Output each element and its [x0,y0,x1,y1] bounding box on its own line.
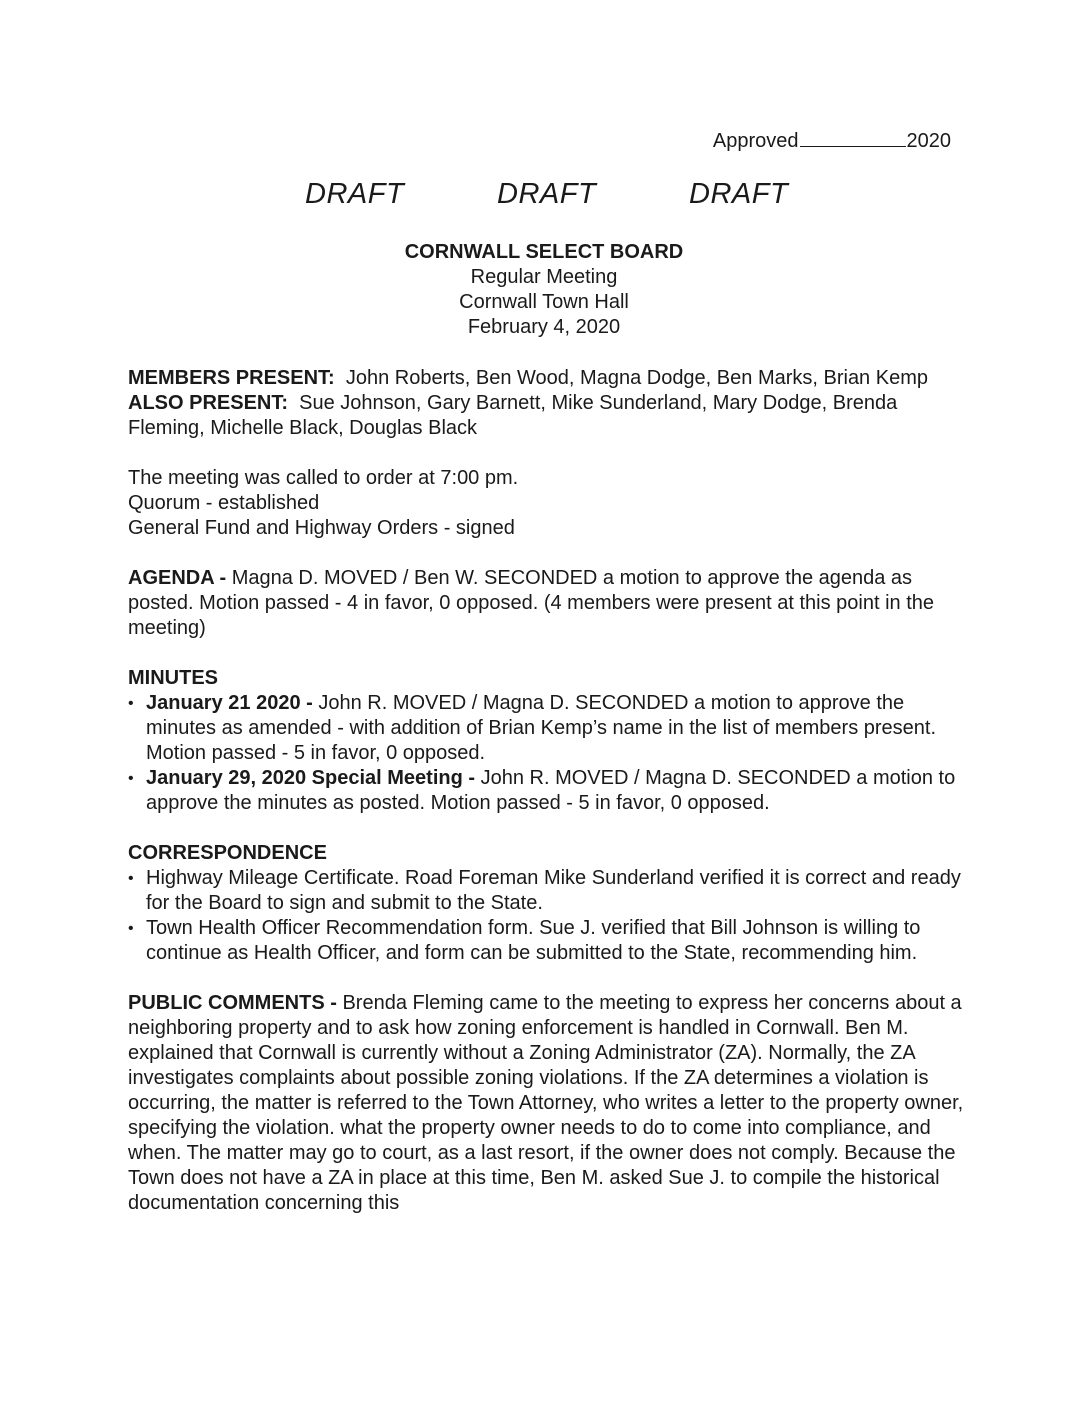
meeting-header [0,240,1088,340]
approved-year: 2020 [906,130,951,152]
agenda-section [128,566,968,641]
minutes-item-text: John R. MOVED / Magna D. SECONDED a motion to approve the minutes as posted. Motion passed - 5 in favor, 0 opposed. [146,767,956,814]
members-present-label: MEMBERS PRESENT: [128,367,335,389]
also-present [128,391,968,441]
correspondence-item-text: Highway Mileage Certificate. Road Foreman Mike Sunderland verified it is correct and ready for the Board to sign and submit to the State. [146,867,961,914]
minutes-item-label: January 21 2020 - [146,692,313,714]
bullet-icon: • [128,695,134,712]
approval-blank [800,128,906,147]
also-present-label: ALSO PRESENT: [128,392,289,414]
members-present [128,366,968,391]
draft-watermarks [0,176,1088,216]
also-present-text: Sue Johnson, Gary Barnett, Mike Sunderland, Mary Dodge, Brenda Fleming, Michelle Black, Douglas Black [128,392,898,439]
meeting-location: Cornwall Town Hall [459,291,629,313]
correspondence-heading: CORRESPONDENCE [128,842,327,864]
list-item [128,916,968,966]
list-item [128,766,968,816]
meeting-date: February 4, 2020 [467,316,621,338]
approval-line [713,128,951,154]
org-title: CORNWALL SELECT BOARD [404,241,684,263]
opening-line-3: General Fund and Highway Orders - signed [128,517,515,539]
minutes-list [128,691,968,816]
draft-label-1: DRAFT [305,178,405,210]
minutes-item-text: John R. MOVED / Magna D. SECONDED a motion to approve the minutes as amended - with addition of Brian Kemp’s name in the list of members present. Motion passed - 5 in favor, 0 opposed. [146,692,937,764]
bullet-icon: • [128,770,134,787]
agenda-label: AGENDA - [128,567,227,589]
minutes-item-label: January 29, 2020 Special Meeting - [146,767,476,789]
approved-label: Approved [712,130,799,152]
opening-line-1: The meeting was called to order at 7:00 pm. [128,467,519,489]
public-comments-section [128,991,968,1216]
bullet-icon: • [128,870,134,887]
draft-label-3: DRAFT [689,178,789,210]
draft-label-2: DRAFT [497,178,597,210]
agenda-text: Magna D. MOVED / Ben W. SECONDED a motion to approve the agenda as posted. Motion passed - 4 in favor, 0 opposed. (4 members were present at this point in the meeting) [128,567,935,639]
correspondence-item-text: Town Health Officer Recommendation form. Sue J. verified that Bill Johnson is willing to continue as Health Officer, and form can be submitted to the State, recommending him. [146,917,921,964]
list-item [128,691,968,766]
meeting-type: Regular Meeting [470,266,618,288]
public-comments-text: Brenda Fleming came to the meeting to express her concerns about a neighboring property and to ask how zoning enforcement is handled in Cornwall. Ben M. explained that Cornwall is currently without a Zoning Administrator (ZA). Normally, the ZA investigates complaints about possible zoning violations. If the ZA determines a violation is occurring, the matter is referred to the Town Attorney, who writes a letter to the property owner, specifying the violation. what the property owner needs to do to come into compliance, and when. The matter may go to court, as a last resort, if the owner does not comply. Because the Town does not have a ZA in place at this time, Ben M. asked Sue J. to compile the historical documentation concerning this [128,992,964,1214]
opening-line-2: Quorum - established [128,492,320,514]
list-item [128,866,968,916]
correspondence-list [128,866,968,966]
public-comments-label: PUBLIC COMMENTS - [128,992,337,1014]
bullet-icon: • [128,920,134,937]
minutes-heading: MINUTES [128,667,218,689]
minutes-body [128,366,968,1216]
members-present-text: John Roberts, Ben Wood, Magna Dodge, Ben Marks, Brian Kemp [345,367,928,389]
